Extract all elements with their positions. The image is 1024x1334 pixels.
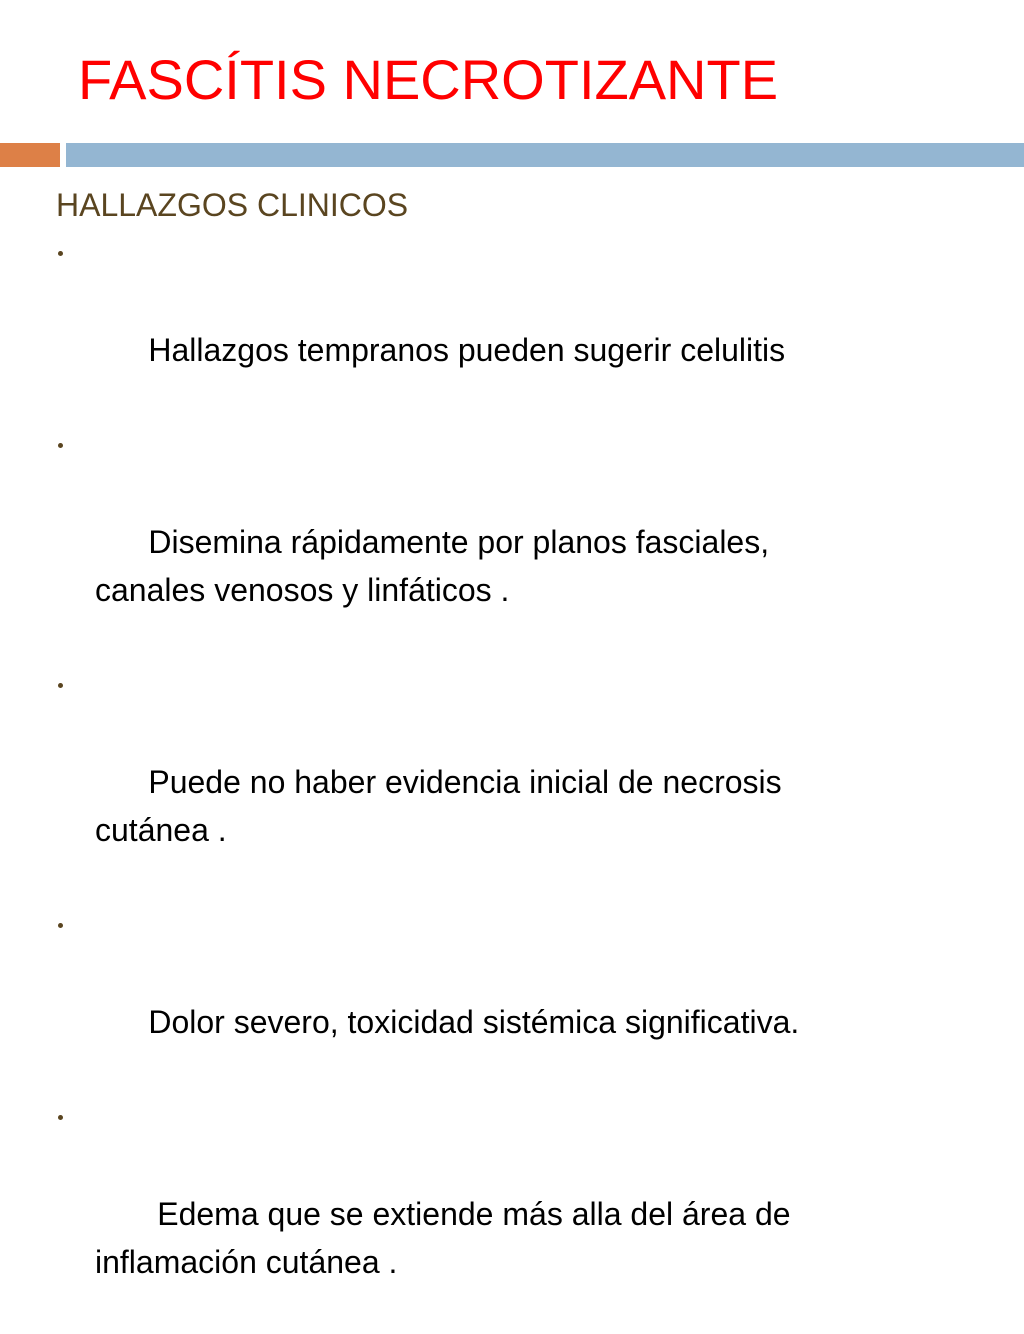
- bullet-text: Puede no haber evidencia inicial de necrosis cutánea .: [95, 764, 782, 848]
- list-item: [56, 662, 1006, 902]
- section-heading: HALLAZGOS CLINICOS: [56, 187, 409, 223]
- slide-title: FASCÍTIS NECROTIZANTE: [78, 48, 779, 111]
- bullet-text: Edema que se extiende más alla del área de inflamación cutánea .: [95, 1196, 791, 1280]
- slide-body: [56, 180, 1006, 1334]
- title-divider: [66, 143, 1024, 167]
- bullet-text: Disemina rápidamente por planos fasciales, canales venosos y linfáticos .: [95, 524, 770, 608]
- bullet-text: Hallazgos tempranos pueden sugerir celulitis: [148, 332, 786, 368]
- bullet-dot-icon: [58, 251, 63, 256]
- list-item: [56, 422, 1006, 662]
- bullet-dot-icon: [58, 923, 63, 928]
- bullet-dot-icon: [58, 443, 63, 448]
- list-item: [56, 1094, 1006, 1334]
- bullet-dot-icon: [58, 683, 63, 688]
- bullet-list: [56, 230, 1006, 1334]
- bullet-text: Dolor severo, toxicidad sistémica significativa.: [148, 1004, 800, 1040]
- accent-bar: [0, 143, 60, 167]
- list-item: [56, 902, 1006, 1094]
- list-item: [56, 230, 1006, 422]
- bullet-dot-icon: [58, 1115, 63, 1120]
